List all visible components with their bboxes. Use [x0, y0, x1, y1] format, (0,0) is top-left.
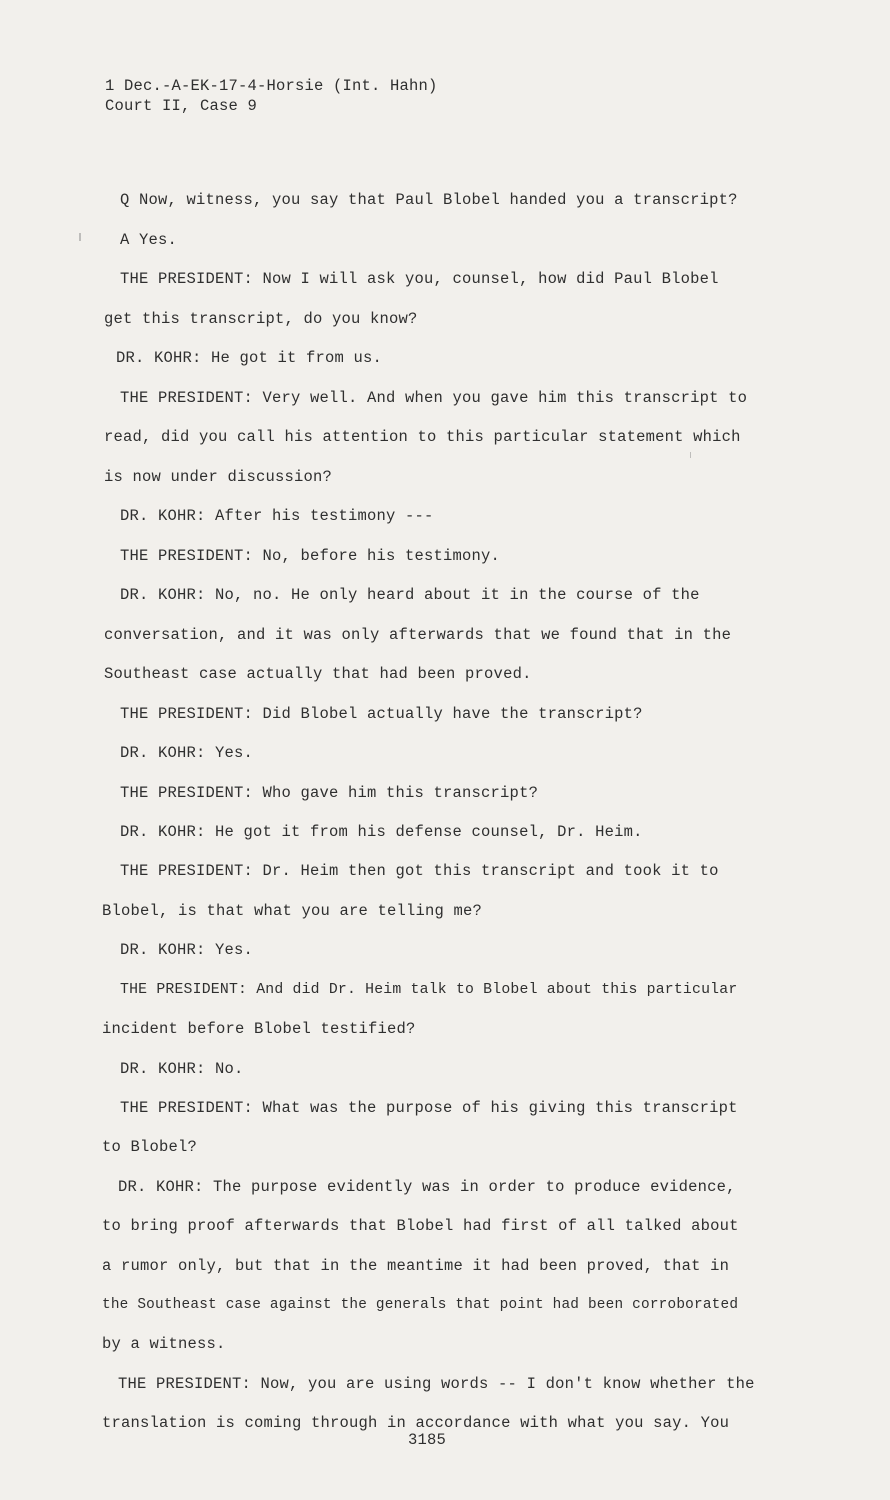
transcript-line: get this transcript, do you know? — [104, 310, 418, 328]
header-reference: 1 Dec.-A-EK-17-4-Horsie (Int. Hahn) — [105, 77, 438, 95]
transcript-line: THE PRESIDENT: Now I will ask you, counsel, how did Paul Blobel — [120, 270, 719, 288]
transcript-line: a rumor only, but that in the meantime it had been proved, that in — [102, 1257, 730, 1275]
transcript-line: Q Now, witness, you say that Paul Blobel handed you a transcript? — [120, 191, 738, 209]
transcript-line: A Yes. — [120, 231, 178, 249]
transcript-line: THE PRESIDENT: Now, you are using words -- I don't know whether the — [118, 1375, 755, 1393]
transcript-line: DR. KOHR: He got it from us. — [116, 349, 383, 367]
transcript-line: THE PRESIDENT: Very well. And when you gave him this transcript to — [120, 389, 748, 407]
header-court: Court II, Case 9 — [105, 97, 258, 115]
transcript-line: DR. KOHR: No, no. He only heard about it in the course of the — [120, 586, 700, 604]
transcript-line: DR. KOHR: Yes. — [120, 744, 254, 762]
transcript-line: incident before Blobel testified? — [102, 1020, 416, 1038]
transcript-line: Blobel, is that what you are telling me? — [102, 902, 483, 920]
transcript-line: translation is coming through in accordance with what you say. You — [102, 1414, 730, 1432]
transcript-line: THE PRESIDENT: No, before his testimony. — [120, 547, 501, 565]
transcript-line: THE PRESIDENT: Dr. Heim then got this transcript and took it to — [120, 862, 719, 880]
transcript-line: read, did you call his attention to this particular statement which — [104, 428, 741, 446]
transcript-line: DR. KOHR: He got it from his defense counsel, Dr. Heim. — [120, 823, 643, 841]
paper-speck — [690, 452, 691, 458]
transcript-line: DR. KOHR: No. — [120, 1060, 244, 1078]
transcript-line: THE PRESIDENT: Did Blobel actually have the transcript? — [120, 705, 643, 723]
transcript-line: DR. KOHR: The purpose evidently was in order to produce evidence, — [118, 1178, 736, 1196]
transcript-line: is now under discussion? — [104, 468, 333, 486]
transcript-line: THE PRESIDENT: And did Dr. Heim talk to Blobel about this particular — [120, 982, 738, 998]
page-number: 3185 — [408, 1431, 447, 1449]
transcript-line: Southeast case actually that had been proved. — [104, 665, 532, 683]
transcript-line: by a witness. — [102, 1335, 226, 1353]
transcript-line: conversation, and it was only afterwards that we found that in the — [104, 626, 732, 644]
transcript-line: DR. KOHR: After his testimony --- — [120, 507, 434, 525]
transcript-line: the Southeast case against the generals that point had been corroborated — [102, 1297, 739, 1313]
transcript-line: to bring proof afterwards that Blobel had first of all talked about — [102, 1217, 739, 1235]
transcript-line: to Blobel? — [102, 1138, 198, 1156]
transcript-line: THE PRESIDENT: Who gave him this transcript? — [120, 784, 539, 802]
page-header — [105, 76, 438, 116]
transcript-line: DR. KOHR: Yes. — [120, 941, 254, 959]
paper-speck — [79, 233, 81, 241]
transcript-line: THE PRESIDENT: What was the purpose of his giving this transcript — [120, 1099, 738, 1117]
